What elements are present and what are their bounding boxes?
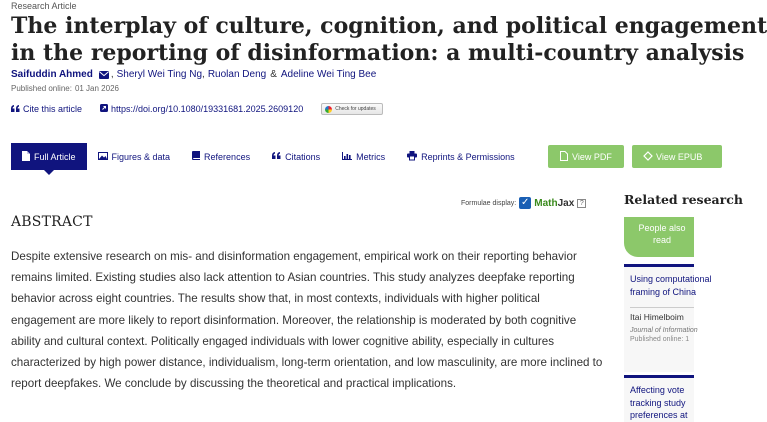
related-title-line: Affecting vote [630, 385, 685, 395]
article-title [11, 13, 767, 67]
pdf-file-icon [560, 151, 568, 163]
article-title-line-2: in the reporting of disinformation: a multi-country analysis [11, 40, 745, 66]
check-for-updates-button[interactable] [321, 103, 383, 115]
tab-figures-data[interactable] [87, 143, 182, 170]
related-article-title[interactable] [630, 384, 694, 422]
related-article-card[interactable] [624, 375, 694, 422]
tab-references[interactable] [181, 143, 261, 170]
related-title-line: tracking study [630, 397, 686, 408]
related-article-author: Itai Himelboim [630, 312, 684, 322]
related-article-journal: Journal of Information [630, 327, 698, 334]
article-tools [11, 102, 383, 116]
quote-icon [11, 104, 20, 114]
tab-label: References [204, 151, 251, 162]
cite-article-label: Cite this article [23, 104, 83, 114]
quote-icon [272, 152, 281, 161]
related-article-published: Published online: 1 [630, 336, 690, 343]
help-icon[interactable]: ? [577, 199, 586, 208]
related-title-line: Using computational [630, 274, 712, 284]
epub-icon [644, 152, 652, 162]
related-article-card[interactable] [624, 264, 712, 372]
tab-reprints-permissions[interactable] [396, 143, 526, 170]
related-title-line: preferences at [630, 410, 688, 420]
mathjax-logo-jax: Jax [557, 197, 575, 209]
tab-label: Full Article [34, 151, 76, 162]
book-icon [192, 151, 200, 162]
author-ampersand: & [270, 69, 277, 80]
tab-label: Citations [285, 151, 321, 162]
published-label: Published online: [11, 84, 72, 93]
bar-chart-icon [342, 152, 352, 162]
author-separator: , [110, 69, 114, 80]
check-for-updates-label: Check for updates [335, 106, 376, 112]
published-date [11, 84, 122, 93]
related-article-title[interactable] [630, 273, 712, 298]
view-epub-button[interactable] [632, 145, 722, 168]
doi-link[interactable] [100, 104, 303, 114]
tab-metrics[interactable] [331, 143, 396, 170]
author-link[interactable]: Sheryl Wei Ting Ng [116, 69, 203, 80]
formulae-checkbox[interactable]: ✓ [521, 197, 530, 208]
published-value: 01 Jan 2026 [74, 84, 119, 93]
author-link[interactable]: Ruolan Deng [207, 69, 267, 80]
formulae-display-label: Formulae display: [461, 199, 517, 207]
people-also-read-tab[interactable]: People also read [624, 217, 694, 257]
related-research-heading: Related research [624, 192, 743, 207]
tab-label: Figures & data [111, 151, 171, 162]
author-separator: , [202, 69, 205, 80]
view-pdf-label: View PDF [572, 151, 612, 162]
article-type: Research Article [11, 1, 77, 11]
abstract-text: Despite extensive research on mis- and disinformation engagement, empirical work on their reporting behavior remains limited. Existing studies also lack attention to Asian countries. This study analyzes deepfake reporting behavior across eight countries. The results show that, in most contexts, individuals with higher political engagement are more likely to report disinformation. Moreover, the relationship is moderated by both cognitive ability and cultural context. Politically engaged individuals with lower cognitive ability, especially in cultures characterized by high power distance, individualism, long-term orientation, and low masculinity, are more inclined to report deepfakes. We conclude by discussing the theoretical and practical implications. [11, 250, 603, 391]
formulae-display [461, 197, 586, 209]
crossmark-icon [325, 106, 332, 113]
author-list [11, 69, 376, 80]
print-icon [407, 151, 417, 162]
view-epub-label: View EPUB [656, 151, 703, 162]
author-link[interactable]: Saifuddin Ahmed [11, 69, 93, 80]
view-pdf-button[interactable] [548, 145, 624, 168]
mathjax-logo-math: Math [534, 197, 558, 209]
tab-citations[interactable] [261, 143, 331, 170]
article-tabs [11, 143, 526, 170]
tab-label: Reprints & Permissions [421, 151, 515, 162]
article-title-line-1: The interplay of culture, cognition, and political engagement [11, 13, 767, 39]
image-icon [98, 152, 108, 162]
divider [630, 307, 694, 308]
tab-label: Metrics [356, 151, 386, 162]
external-link-icon [100, 104, 108, 114]
author-link[interactable]: Adeline Wei Ting Bee [280, 69, 377, 80]
doi-label: https://doi.org/10.1080/19331681.2025.2609120 [111, 104, 304, 114]
cite-article-link[interactable] [11, 104, 82, 114]
envelope-icon[interactable] [99, 71, 109, 79]
related-title-line: framing of China [630, 286, 697, 297]
document-icon [22, 151, 30, 163]
tab-full-article[interactable] [11, 143, 87, 170]
mathjax-logo [534, 198, 574, 209]
abstract-heading: ABSTRACT [11, 214, 93, 230]
